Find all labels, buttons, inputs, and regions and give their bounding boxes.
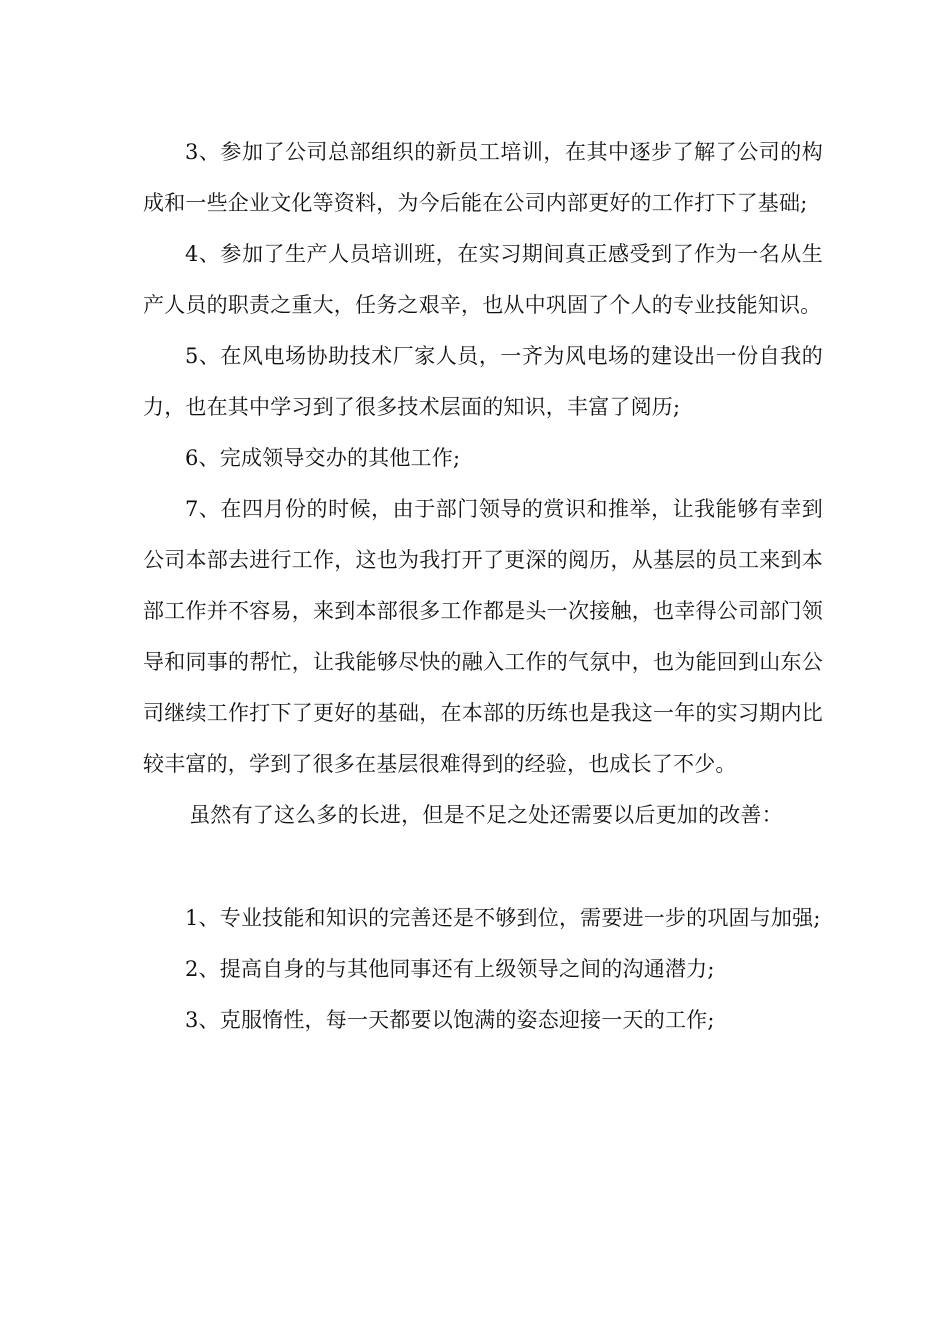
paragraph-improvement-2: 2、提高自身的与其他同事还有上级领导之间的沟通潜力; [185,957,715,981]
paragraph-improvement-3: 3、克服惰性，每一天都要以饱满的姿态迎接一天的工作; [185,1008,715,1032]
paragraph-improvement-1: 1、专业技能和知识的完善还是不够到位，需要进一步的巩固与加强; [185,906,821,930]
paragraph-item-4-production: 4、参加了生产人员培训班，在实习期间真正感受到了作为一名从生产人员的职责之重大，任务之艰辛，也从中巩固了个人的专业技能知识。 [143,242,823,317]
document-body [143,127,823,1046]
paragraph-item-3-training: 3、参加了公司总部组织的新员工培训，在其中逐步了解了公司的构成和一些企业文化等资料，为今后能在公司内部更好的工作打下了基础; [143,140,823,215]
paragraph-item-6-other-work: 6、完成领导交办的其他工作; [185,446,461,470]
paragraph-item-5-wind-farm: 5、在风电场协助技术厂家人员，一齐为风电场的建设出一份自我的力，也在其中学习到了很多技术层面的知识，丰富了阅历; [143,344,823,419]
paragraph-improvement-intro: 虽然有了这么多的长进，但是不足之处还需要以后更加的改善： [189,803,783,827]
paragraph-item-7-headquarters: 7、在四月份的时候，由于部门领导的赏识和推举，让我能够有幸到公司本部去进行工作，这也为我打开了更深的阅历，从基层的员工来到本部工作并不容易，来到本部很多工作都是头一次接触，也幸得公司部门领导和同事的帮忙，让我能够尽快的融入工作的气氛中，也为能回到山东公司继续工作打下了更好的基础，在本部的历练也是我这一年的实习期内比较丰富的，学到了很多在基层很难得到的经验，也成长了不少。 [143,497,823,776]
